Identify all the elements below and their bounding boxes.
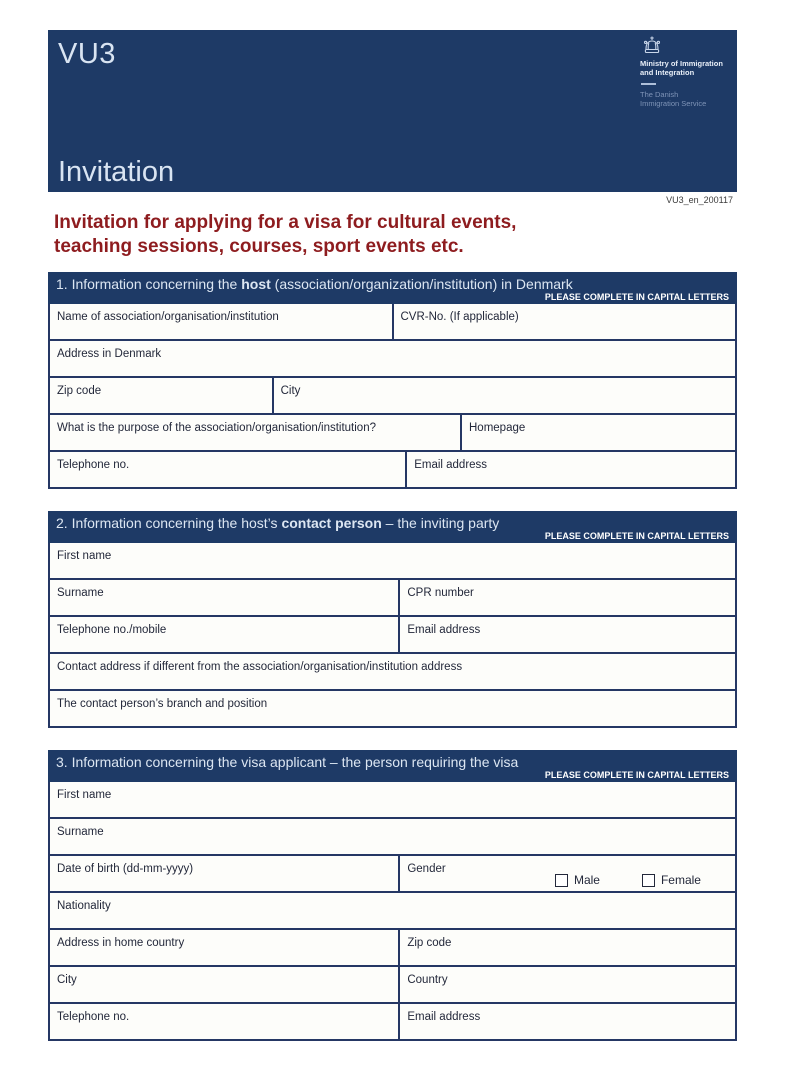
ministry-name [640, 59, 736, 77]
field-label: Telephone no. [57, 1011, 130, 1023]
section-3-header [48, 750, 737, 782]
field-label: City [280, 385, 301, 397]
field-label: Country [407, 974, 448, 986]
table-row [50, 928, 735, 965]
field-label: Surname [57, 826, 104, 838]
table-row [50, 543, 735, 578]
capital-letters-note: PLEASE COMPLETE IN CAPITAL LETTERS [544, 292, 729, 302]
field-label: Name of association/organisation/institution [57, 311, 279, 323]
form-header [48, 30, 737, 192]
table-row [50, 652, 735, 689]
field-purpose[interactable] [50, 415, 460, 450]
logo-divider [641, 83, 656, 85]
field-zip-code[interactable] [50, 378, 272, 413]
field-branch-position[interactable] [50, 691, 735, 726]
table-row [50, 689, 735, 726]
table-row [50, 782, 735, 817]
field-label: First name [57, 550, 112, 562]
form-title: Invitation [58, 156, 175, 188]
field-label: Zip code [57, 385, 102, 397]
field-address-denmark[interactable] [50, 341, 735, 376]
form-version-code: VU3_en_200117 [666, 195, 733, 205]
table-row [50, 304, 735, 339]
field-applicant-email[interactable] [398, 1004, 734, 1039]
section-2-title-pre: 2. Information concerning the host’s [56, 515, 282, 531]
field-label: Date of birth (dd-mm-yyyy) [57, 863, 194, 875]
table-row [50, 854, 735, 891]
table-row [50, 339, 735, 376]
field-label: The contact person’s branch and position [57, 698, 268, 710]
field-label: Homepage [469, 422, 526, 434]
table-row [50, 891, 735, 928]
field-home-address[interactable] [50, 930, 398, 965]
field-email[interactable] [405, 452, 734, 487]
gender-male-option[interactable] [555, 873, 600, 887]
field-label: Zip code [407, 937, 452, 949]
field-label: CPR number [407, 587, 474, 599]
field-country[interactable] [398, 967, 734, 1002]
female-label: Female [660, 873, 701, 887]
section-1-title-bold: host [241, 276, 271, 292]
field-label: Email address [407, 1011, 481, 1023]
section-3-title [56, 754, 729, 770]
section-2-title-bold: contact person [281, 515, 382, 531]
field-date-of-birth[interactable] [50, 856, 398, 891]
field-contact-surname[interactable] [50, 580, 398, 615]
table-row [50, 965, 735, 1002]
table-row [50, 450, 735, 487]
field-association-name[interactable] [50, 304, 392, 339]
field-gender [398, 856, 734, 891]
field-homepage[interactable] [460, 415, 734, 450]
field-contact-email[interactable] [398, 617, 734, 652]
field-label: Address in Denmark [57, 348, 162, 360]
capital-letters-note: PLEASE COMPLETE IN CAPITAL LETTERS [544, 770, 729, 780]
male-label: Male [573, 873, 600, 887]
agency-line2: Immigration Service [640, 99, 707, 108]
field-applicant-surname[interactable] [50, 819, 735, 854]
ministry-line2: and Integration [640, 68, 695, 77]
field-telephone[interactable] [50, 452, 405, 487]
section-2-header [48, 511, 737, 543]
field-label: Telephone no. [57, 459, 130, 471]
gender-female-option[interactable] [642, 873, 701, 887]
section-3-title-pre: 3. Information concerning the visa applicant – the person requiring the visa [56, 754, 519, 770]
field-label: Surname [57, 587, 104, 599]
section-2-table [48, 543, 737, 728]
table-row [50, 413, 735, 450]
field-applicant-telephone[interactable] [50, 1004, 398, 1039]
field-label: Gender [407, 863, 446, 875]
page-title [54, 211, 737, 259]
field-city[interactable] [272, 378, 734, 413]
field-label: Address in home country [57, 937, 185, 949]
female-checkbox[interactable] [642, 874, 655, 887]
field-nationality[interactable] [50, 893, 735, 928]
agency-name [640, 90, 736, 108]
page-title-line1: Invitation for applying for a visa for cultural events, [54, 212, 517, 233]
field-label: Email address [414, 459, 488, 471]
agency-line1: The Danish [640, 90, 679, 99]
field-label: Email address [407, 624, 481, 636]
field-applicant-city[interactable] [50, 967, 398, 1002]
section-1-header [48, 272, 737, 304]
page-title-line2: teaching sessions, courses, sport events etc. [54, 236, 464, 257]
section-2-title [56, 515, 729, 531]
ministry-logo [640, 36, 736, 108]
field-label: CVR-No. (If applicable) [400, 311, 519, 323]
section-1-title [56, 276, 729, 292]
section-1-title-pre: 1. Information concerning the [56, 276, 242, 292]
section-1-title-post: (association/organization/institution) in Denmark [270, 276, 573, 292]
table-row [50, 578, 735, 615]
table-row [50, 376, 735, 413]
form-code: VU3 [58, 38, 116, 70]
field-label: City [57, 974, 77, 986]
ministry-line1: Ministry of Immigration [640, 59, 723, 68]
table-row [50, 817, 735, 854]
section-1-table [48, 304, 737, 489]
field-label: Telephone no./mobile [57, 624, 167, 636]
male-checkbox[interactable] [555, 874, 568, 887]
table-row [50, 1002, 735, 1039]
field-label: What is the purpose of the association/organisation/institution? [57, 422, 376, 434]
field-applicant-first-name[interactable] [50, 782, 735, 817]
field-contact-first-name[interactable] [50, 543, 735, 578]
crown-icon [642, 36, 662, 55]
field-label: Nationality [57, 900, 111, 912]
field-contact-telephone[interactable] [50, 617, 398, 652]
form-page [48, 30, 737, 1063]
field-cpr-number[interactable] [398, 580, 734, 615]
field-applicant-zip[interactable] [398, 930, 734, 965]
section-3-table [48, 782, 737, 1041]
field-cvr-no[interactable] [392, 304, 735, 339]
field-label: Contact address if different from the association/organisation/institution address [57, 661, 463, 673]
field-label: First name [57, 789, 112, 801]
table-row [50, 615, 735, 652]
field-contact-address[interactable] [50, 654, 735, 689]
gender-options [555, 873, 701, 887]
capital-letters-note: PLEASE COMPLETE IN CAPITAL LETTERS [544, 531, 729, 541]
section-2-title-post: – the inviting party [381, 515, 500, 531]
